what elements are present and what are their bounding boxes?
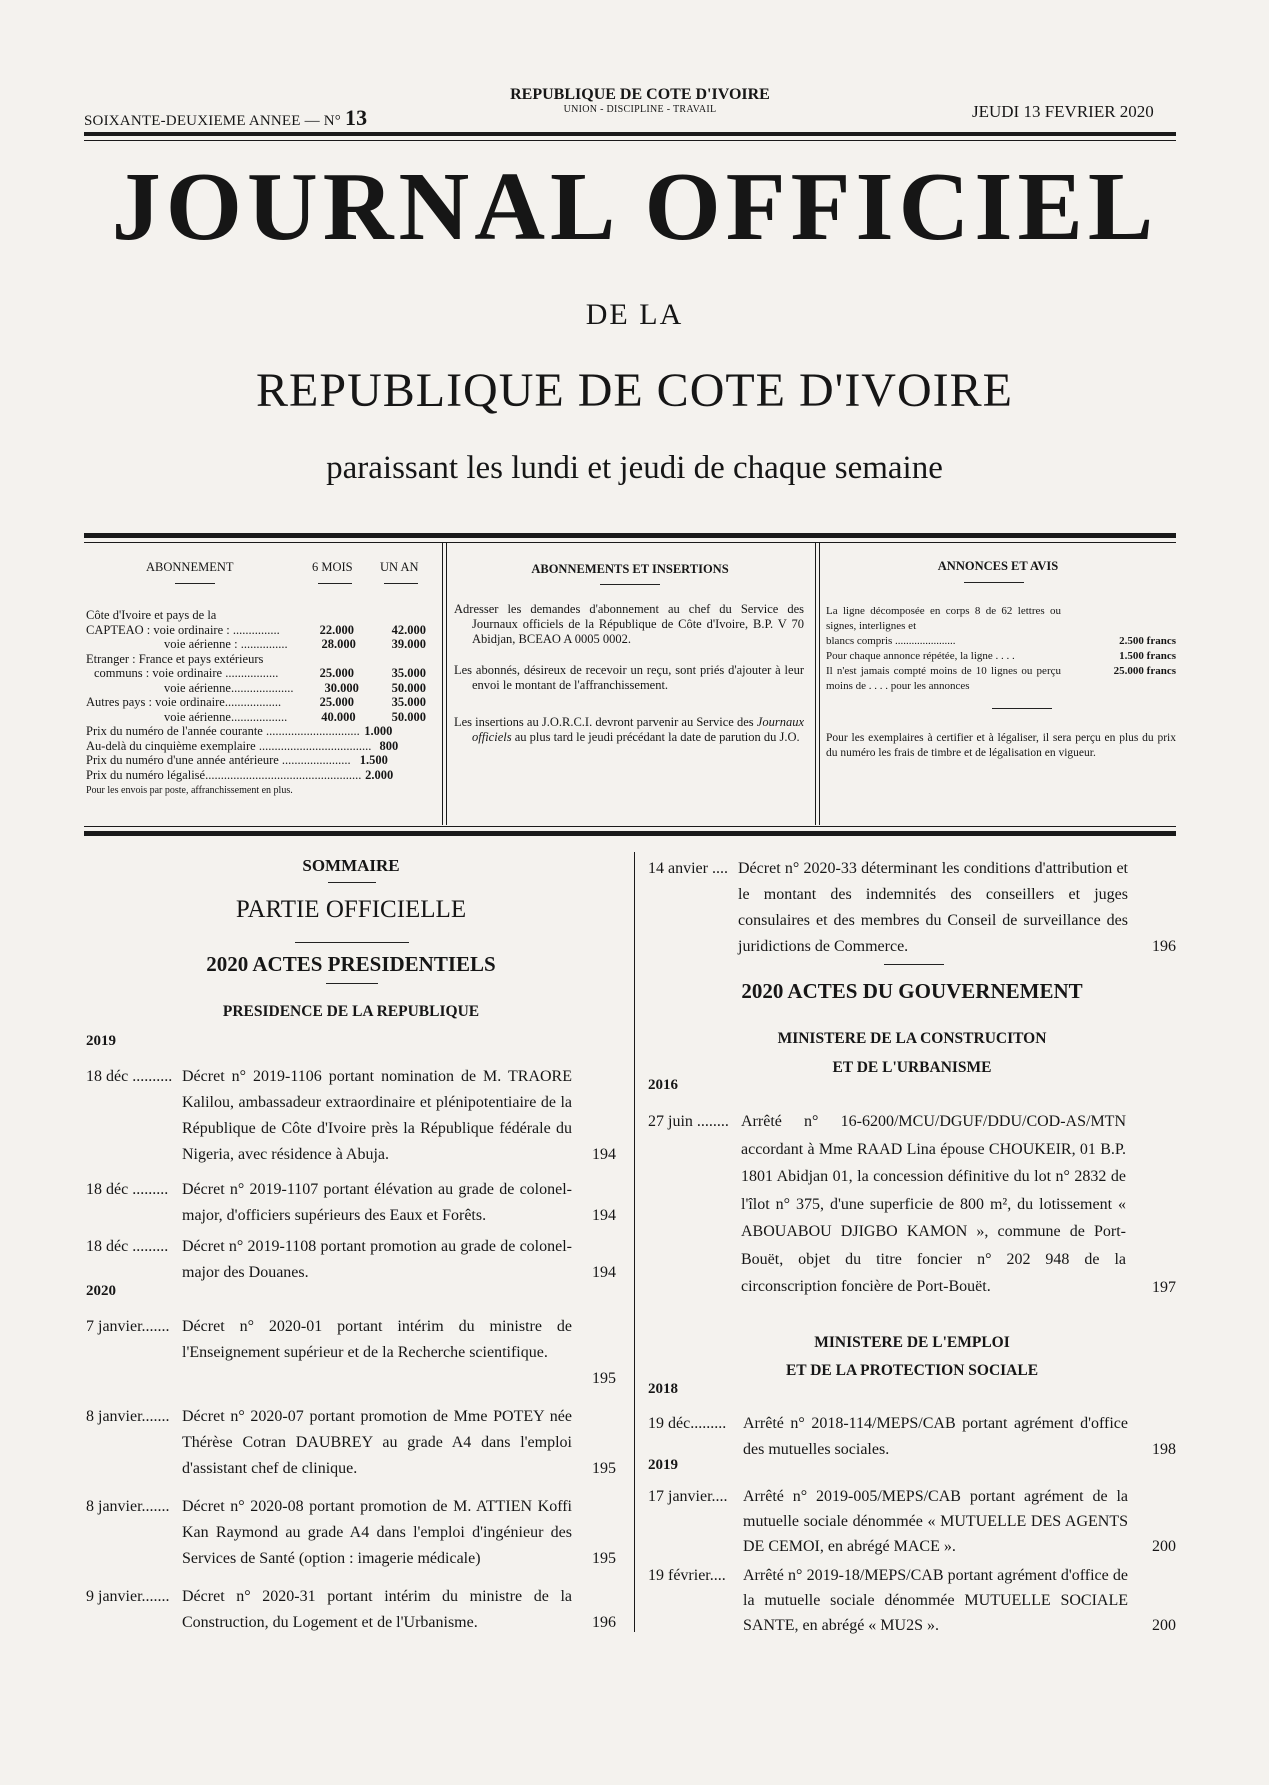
list-item: 18 déc .......... Décret n° 2019-1106 portant nomination de M. TRAORE Kalilou, ambassadeur extraordinaire et plénipotentiaire de la République de Côte d'Ivoire près la République fédérale du Nigeria, avec résidence à Abuja. 194 [86,1068,616,1163]
abonnement-heading: ABONNEMENT [146,560,234,574]
year-2020: 2020 [86,1283,116,1299]
table-row: voie aérienne : ............... 28.000 39.000 [164,637,426,651]
heading-underline [600,584,660,585]
table-row: voie aérienne.................... 30.000 50.000 [164,680,426,695]
heading-underline [384,583,418,584]
postage-note: Pour les envois par poste, affranchissement en plus. [86,785,293,796]
table-row: voie aérienne.................. 40.000 50.000 [164,709,426,724]
presidence-heading: PRESIDENCE DE LA REPUBLIQUE [222,1003,480,1020]
list-item: 27 juin ........ Arrêté n° 16-6200/MCU/DGUF/DDU/COD-AS/MTN accordant à Mme RAAD Lina épouse CHOUKEIR, 01 B.P. 1801 Abidjan 01, la concession définitive du lot n° 2832 de l'îlot n° 375, d'une superficie de 800 m², du lotissement « ABOUABOU DJIGBO KAMON », commune de Port-Bouët, objet du titre foncier n° 202 948 de la circonscription foncière de Port-Bouët. 197 [648,1113,1176,1296]
year-2016: 2016 [648,1077,678,1093]
heading-underline [964,582,1024,583]
year-2018: 2018 [648,1381,678,1397]
sommaire-title: SOMMAIRE [302,856,400,875]
year-label: SOIXANTE-DEUXIEME ANNEE — N° [84,113,341,129]
partie-underline [295,942,409,943]
insertions-heading: ABONNEMENTS ET INSERTIONS [531,562,729,576]
insertions-text: Adresser les demandes d'abonnement au chef du Service des Journaux officiels de la République de Côte d'Ivoire, B.P. V 70 Abidjan, BCEAO A 0005 0002. Les abonnés, désireux de recevoir un reçu, sont priés d'ajouter à leur envoi le montant de l'affranchissement. Les insertions au J.O.R.C.I. devront parvenir au Service des Journaux officiels au plus tard le jeudi précédant la date de parution du J.O. [454,602,804,744]
year-2019: 2019 [86,1033,116,1049]
publication-frequency: paraissant les lundi et jeudi de chaque semaine [326,450,943,486]
annonces-text: La ligne décomposée en corps 8 de 62 lettres ou signes, interlignes et blancs compris ...................... 2.500 francs Pour chaque annonce répétée, la ligne . . . . 1.500 francs Il n'est jamais compté moins de 10 lignes ou perçu moins de . . . . pour les annonces 25.000 francs Pour les exemplaires à certifier et à légaliser, il sera perçu en plus du prix du numéro les frais de timbre et de légalisation en vigueur. [826,605,1176,759]
box-bottom-rule [84,831,1176,836]
partie-officielle: PARTIE OFFICIELLE [235,896,467,923]
box-divider-1b [446,543,447,825]
annonces-heading: ANNONCES ET AVIS [937,559,1059,573]
box-divider-2 [815,543,816,825]
one-year-heading: UN AN [380,560,419,574]
issue-date: JEUDI 13 FEVRIER 2020 [972,102,1154,121]
ministry-construction: MINISTERE DE LA CONSTRUCITON [777,1030,1047,1047]
annonces-separator [992,708,1052,709]
masthead-republic: REPUBLIQUE DE COTE D'IVOIRE [256,364,1013,417]
header-rule [84,132,1176,136]
list-item: 9 janvier....... Décret n° 2020-31 portant intérim du ministre de la Construction, du Logement et de l'Urbanisme. 196 [86,1588,616,1631]
sommaire-column-divider [634,852,635,1632]
six-months-heading: 6 MOIS [312,560,353,574]
table-row: Prix du numéro d'une année antérieure ...................... 1.500 [86,753,388,767]
title-underline [328,882,376,883]
table-row: Etranger : France et pays extérieurs [86,651,264,666]
list-item: 14 anvier .... Décret n° 2020-33 déterminant les conditions d'attribution et le montant des indemnités des conseillers et juges consulaires et des membres du Conseil de surveillance des juridictions de Commerce. 196 [648,860,1176,955]
table-row: communs : voie ordinaire ................. 25.000 35.000 [94,666,426,680]
year-2019-b: 2019 [648,1457,678,1473]
table-row: Prix du numéro légalisé.................................................. 2.000 [86,767,394,782]
list-item: 19 février.... Arrêté n° 2019-18/MEPS/CAB portant agrément d'office de la mutuelle sociale dénommée MUTUELLE SOCIALE SANTE, en abrégé « MU2S ». 200 [648,1567,1176,1634]
box-bottom-rule-thin [84,826,1176,827]
issue-info [84,105,367,131]
republic-header [440,86,840,115]
list-item: 17 janvier.... Arrêté n° 2019-005/MEPS/CAB portant agrément de la mutuelle sociale dénommée « MUTUELLE DES AGENTS DE CEMOI, en abrégé MACE ». 200 [648,1488,1176,1555]
header-rule-thin [84,140,1176,141]
box-divider-1 [442,543,443,825]
table-row: Côte d'Ivoire et pays de la [86,608,217,622]
list-item: 8 janvier....... Décret n° 2020-07 portant promotion de Mme POTEY née Thérèse Cotran DAUBREY au grade A4 dans l'emploi d'assistant chef de clinique. 195 [86,1408,616,1477]
actes-gouvernement: 2020 ACTES DU GOUVERNEMENT [741,979,1083,1003]
actes-presidentiels: 2020 ACTES PRESIDENTIELS [206,952,496,976]
heading-underline [175,583,215,584]
republic-title: REPUBLIQUE DE COTE D'IVOIRE [510,86,770,103]
list-item: 18 déc ......... Décret n° 2019-1108 portant promotion au grade de colonel-major des Douanes. 194 [86,1238,616,1281]
list-item: 18 déc ......... Décret n° 2019-1107 portant élévation au grade de colonel-major, d'officiers supérieurs des Eaux et Forêts. 194 [86,1181,616,1224]
table-row: Prix du numéro de l'année courante .............................. 1.000 [86,724,393,738]
actes-underline [326,983,378,984]
list-item: 19 déc......... Arrêté n° 2018-114/MEPS/CAB portant agrément d'office des mutuelles sociales. 198 [648,1415,1176,1458]
heading-underline [318,583,352,584]
table-row: CAPTEAO : voie ordinaire : ............... 22.000 42.000 [86,622,426,637]
ministry-emploi: MINISTERE DE L'EMPLOI [814,1334,1010,1351]
issue-number: 13 [344,105,368,130]
table-row: Autres pays : voie ordinaire.................. 25.000 35.000 [86,695,426,709]
box-divider-2b [819,543,820,825]
table-row: Au-delà du cinquième exemplaire .................................... 800 [86,738,399,753]
subscription-table [86,608,426,799]
box-top-rule-thin [84,542,1176,543]
list-item: 8 janvier....... Décret n° 2020-08 portant promotion de M. ATTIEN Koffi Kan Raymond au grade A4 dans l'emploi d'ingénieur des Services de Santé (option : imagerie médicale) 195 [86,1498,616,1567]
section-separator [884,964,944,965]
masthead-de-la: DE LA [585,298,684,331]
motto: UNION - DISCIPLINE - TRAVAIL [563,104,717,115]
list-item: 7 janvier....... Décret n° 2020-01 portant intérim du ministre de l'Enseignement supérieur et de la Recherche scientifique. 195 [86,1318,616,1387]
masthead-title: JOURNAL OFFICIEL [111,153,1159,261]
ministry-emploi-2: ET DE LA PROTECTION SOCIALE [785,1362,1039,1379]
box-top-rule [84,533,1176,538]
ministry-construction-2: ET DE L'URBANISME [832,1059,992,1076]
